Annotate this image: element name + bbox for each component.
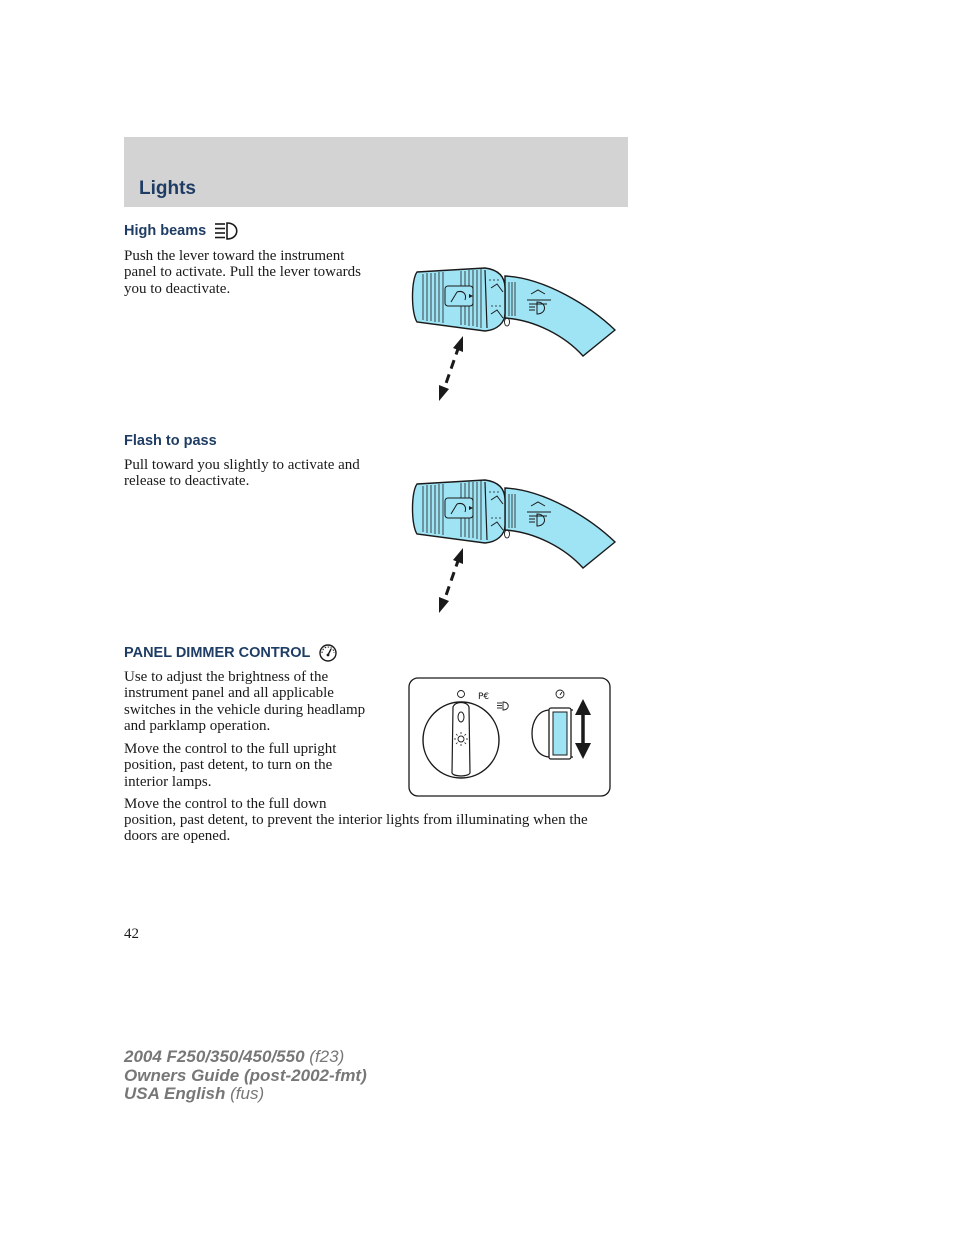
push-pull-arrow [439,336,463,401]
headlamp-switch-illustration [408,677,612,798]
panel-dimmer-body-1: Use to adjust the brightness of the instrument panel and all applicable switches in the vehicle during headlamp and parklamp operation. [124,669,366,734]
footer-guide: Owners Guide (post-2002-fmt) [124,1065,367,1085]
panel-dimmer-icon [318,643,338,663]
flash-to-pass-heading: Flash to pass [124,433,217,449]
multifunction-lever-illustration-high-beams [405,258,625,408]
flash-to-pass-body: Pull toward you slightly to activate and release to deactivate. [124,457,360,490]
panel-dimmer-body-3-line1: Move the control to the full down [124,796,327,812]
footer-language-code: (fus) [230,1084,265,1103]
panel-dimmer-heading [124,643,338,663]
page-number: 42 [124,926,139,942]
footer-line-2 [124,1067,367,1086]
pull-arrow [439,548,463,613]
document-footer [124,1048,367,1104]
headlamp-knob [423,702,499,778]
high-beams-heading-text: High beams [124,222,207,239]
lever-stalk [413,268,616,356]
panel-dimmer-body-3-rest: position, past detent, to prevent the interior lights from illuminating when the doors are opened. [124,812,588,845]
high-beam-icon [214,222,244,240]
footer-model: 2004 F250/350/450/550 [124,1047,305,1066]
panel-dimmer-heading-text: PANEL DIMMER CONTROL [124,644,311,661]
section-header-band [124,137,628,207]
multifunction-lever-illustration-flash-to-pass [405,470,625,620]
svg-text:P€: P€ [478,692,490,702]
section-title: Lights [139,178,196,199]
footer-language: USA English [124,1084,226,1103]
footer-line-1 [124,1048,367,1067]
high-beams-body: Push the lever toward the instrument panel to activate. Pull the lever towards you to deactivate. [124,248,362,297]
footer-model-code: (f23) [309,1047,345,1066]
panel-dimmer-body-2: Move the control to the full upright position, past detent, to turn on the interior lamps. [124,741,337,790]
high-beams-heading [124,222,244,240]
lever-stalk [413,480,616,568]
footer-line-3 [124,1085,367,1104]
